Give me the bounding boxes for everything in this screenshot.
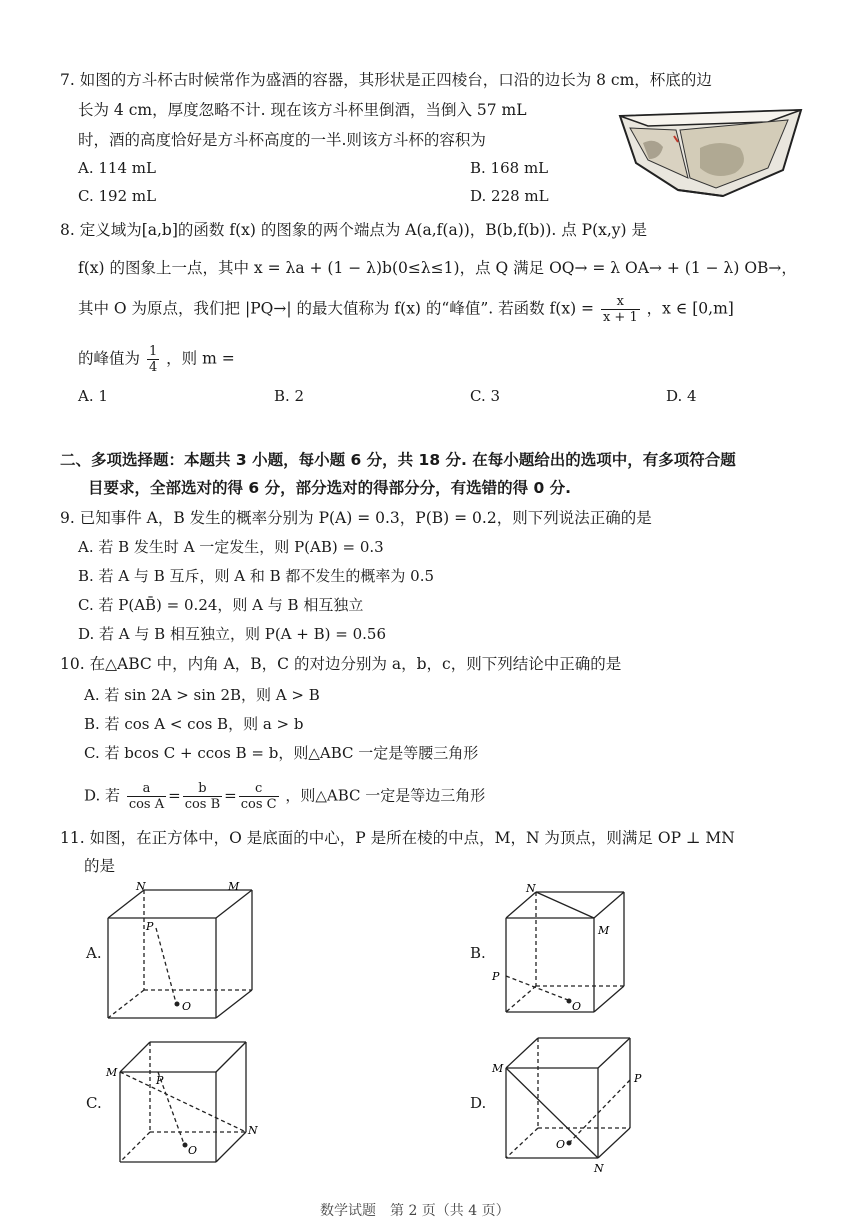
cube-b-point-n: N bbox=[526, 882, 536, 895]
cube-b-diagram bbox=[484, 880, 654, 1025]
q10-fraction-b bbox=[183, 781, 222, 812]
section2-heading-line2: 目要求，全部选对的得 6 分，部分选对的得部分分，有选错的得 0 分. bbox=[88, 479, 572, 497]
q8-peak-denominator: 4 bbox=[148, 360, 158, 375]
q10-stem: 10. 在△ABC 中，内角 A，B，C 的对边分别为 a，b，c，则下列结论中正确的是 bbox=[60, 655, 622, 673]
q7-line1: 7. 如图的方斗杯古时候常作为盛酒的容器，其形状是正四棱台，口沿的边长为 8 cm，杯底的边 bbox=[60, 71, 712, 89]
cube-c-point-m: M bbox=[106, 1066, 118, 1079]
q10-fraction-a bbox=[127, 781, 166, 812]
q8-line3 bbox=[78, 294, 734, 325]
q9-option-d: D. 若 A 与 B 相互独立，则 P(A + B) = 0.56 bbox=[78, 625, 386, 643]
q9-option-a: A. 若 B 发生时 A 一定发生，则 P(AB) = 0.3 bbox=[78, 538, 384, 556]
cube-a-point-n: N bbox=[136, 880, 146, 893]
q10-option-a: A. 若 sin 2A > sin 2B，则 A > B bbox=[84, 686, 320, 704]
cube-b-point-m: M bbox=[598, 924, 610, 937]
q10-fraction-b-den: cos B bbox=[184, 797, 221, 812]
cube-b-point-o: O bbox=[572, 1000, 582, 1013]
q7-option-b: B. 168 mL bbox=[470, 159, 549, 177]
q8-line4 bbox=[78, 344, 235, 375]
q9-option-b: B. 若 A 与 B 互斥，则 A 和 B 都不发生的概率为 0.5 bbox=[78, 567, 435, 585]
cube-d-point-p: P bbox=[634, 1072, 642, 1085]
q10-fraction-c bbox=[239, 781, 279, 812]
q8-option-b: B. 2 bbox=[274, 387, 305, 405]
q8-m-text: ，则 m = bbox=[166, 349, 235, 368]
cube-a-point-p: P bbox=[146, 920, 154, 933]
q8-option-c: C. 3 bbox=[470, 387, 501, 405]
q8-peak-numerator: 1 bbox=[148, 344, 158, 359]
q8-function-fraction bbox=[601, 294, 640, 325]
q8-peak-fraction bbox=[147, 344, 159, 375]
q8-fraction-numerator: x bbox=[601, 294, 640, 310]
q8-option-a: A. 1 bbox=[78, 387, 108, 405]
q8-line3-domain: ，x ∈ [0,m] bbox=[646, 299, 734, 318]
cube-c-label: C. bbox=[86, 1094, 102, 1112]
q10-option-d-suffix: ，则△ABC 一定是等边三角形 bbox=[285, 786, 486, 805]
cube-b-point-p: P bbox=[492, 970, 500, 983]
q8-line1: 8. 定义域为[a,b]的函数 f(x) 的图象的两个端点为 A(a,f(a))，B(b,f(b)). 点 P(x,y) 是 bbox=[60, 221, 648, 239]
q8-option-d: D. 4 bbox=[666, 387, 697, 405]
cube-c-point-o: O bbox=[188, 1144, 198, 1157]
q8-line3-text: 其中 O 为原点，我们把 |PQ→| 的最大值称为 f(x) 的“峰值”. 若函数 f(x) = bbox=[78, 299, 595, 318]
q9-option-c: C. 若 P(AB̄) = 0.24，则 A 与 B 相互独立 bbox=[78, 596, 364, 614]
q7-option-c: C. 192 mL bbox=[78, 187, 157, 205]
cube-a-point-m: M bbox=[228, 880, 240, 893]
cube-d-point-n: N bbox=[594, 1162, 604, 1175]
q10-fraction-a-den: cos A bbox=[128, 797, 165, 812]
q10-option-b: B. 若 cos A < cos B，则 a > b bbox=[84, 715, 304, 733]
cube-a-point-o: O bbox=[182, 1000, 192, 1013]
cube-b-label: B. bbox=[470, 944, 486, 962]
q9-stem: 9. 已知事件 A，B 发生的概率分别为 P(A) = 0.3，P(B) = 0.2，则下列说法正确的是 bbox=[60, 509, 652, 527]
cube-d-point-o: O bbox=[556, 1138, 566, 1151]
fangdou-cup-image bbox=[618, 108, 803, 198]
q10-fraction-b-num: b bbox=[183, 781, 222, 797]
q11-line1: 11. 如图，在正方体中，O 是底面的中心，P 是所在棱的中点，M，N 为顶点，则满足 OP ⊥ MN bbox=[60, 829, 735, 847]
q7-line3: 时，酒的高度恰好是方斗杯高度的一半.则该方斗杯的容积为 bbox=[78, 131, 486, 149]
cube-d-diagram bbox=[484, 1030, 654, 1175]
q7-option-d: D. 228 mL bbox=[470, 187, 549, 205]
section2-heading-line1: 二、多项选择题：本题共 3 小题，每小题 6 分，共 18 分. 在每小题给出的选项中，有多项符合题 bbox=[60, 451, 736, 469]
q11-line2: 的是 bbox=[84, 857, 116, 875]
cube-c-point-n: N bbox=[248, 1124, 258, 1137]
q7-option-a: A. 114 mL bbox=[78, 159, 156, 177]
cube-a-diagram bbox=[100, 880, 270, 1025]
q10-fraction-c-num: c bbox=[239, 781, 279, 797]
q7-line2: 长为 4 cm，厚度忽略不计. 现在该方斗杯里倒酒，当倒入 57 mL bbox=[78, 101, 527, 119]
q8-fraction-denominator: x + 1 bbox=[602, 310, 638, 325]
q8-line2: f(x) 的图象上一点，其中 x = λa + (1 − λ)b(0≤λ≤1)，点 Q 满足 OQ→ = λ OA→ + (1 − λ) OB→， bbox=[78, 259, 797, 277]
cube-d-point-m: M bbox=[492, 1062, 504, 1075]
cube-c-point-p: P bbox=[156, 1074, 164, 1087]
cube-c-diagram bbox=[100, 1030, 270, 1175]
cube-d-label: D. bbox=[470, 1094, 487, 1112]
q10-option-c: C. 若 bcos C + ccos B = b，则△ABC 一定是等腰三角形 bbox=[84, 744, 479, 762]
q10-option-d-prefix: D. 若 bbox=[84, 786, 121, 805]
q10-fraction-a-num: a bbox=[127, 781, 166, 797]
q10-fraction-c-den: cos C bbox=[240, 797, 277, 812]
page-footer: 数学试题 第 2 页（共 4 页） bbox=[320, 1203, 510, 1219]
q10-option-d: D. 若 $\frac{a}{\text{cos A}}$ = $\frac{b}{\text{cos B}}$ = $\frac{c}{\text{cos C}}$ ，则△ABC 一定是等边三角形 bbox=[84, 781, 486, 812]
q8-peak-text: 的峰值为 bbox=[78, 349, 141, 368]
cube-a-label: A. bbox=[86, 944, 102, 962]
